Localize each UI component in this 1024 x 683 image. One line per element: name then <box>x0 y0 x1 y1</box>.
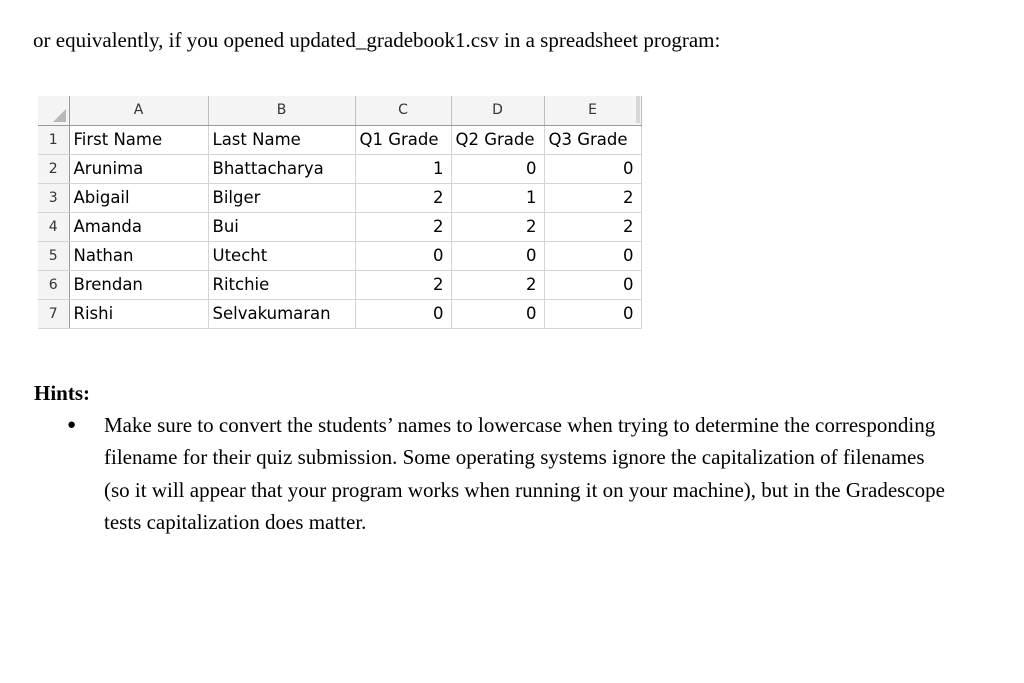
table-row <box>38 154 641 183</box>
cell[interactable]: 0 <box>451 299 544 328</box>
cell[interactable]: 1 <box>355 154 451 183</box>
cell[interactable]: Bui <box>208 212 355 241</box>
row-header[interactable]: 6 <box>38 270 69 299</box>
cell[interactable]: Arunima <box>69 154 208 183</box>
cell[interactable]: 0 <box>544 299 641 328</box>
cell[interactable]: 1 <box>451 183 544 212</box>
cell[interactable]: 2 <box>451 212 544 241</box>
cell[interactable]: 2 <box>355 183 451 212</box>
row-header[interactable]: 3 <box>38 183 69 212</box>
cell[interactable]: 2 <box>544 183 641 212</box>
table-row <box>38 241 641 270</box>
cell[interactable]: Utecht <box>208 241 355 270</box>
cell[interactable]: Brendan <box>69 270 208 299</box>
cell[interactable]: Bilger <box>208 183 355 212</box>
cell[interactable]: 0 <box>544 154 641 183</box>
cell[interactable]: Last Name <box>208 125 355 154</box>
spreadsheet-grid <box>38 96 642 329</box>
cell[interactable]: Selvakumaran <box>208 299 355 328</box>
cell[interactable]: First Name <box>69 125 208 154</box>
cell[interactable]: Rishi <box>69 299 208 328</box>
cell[interactable]: 2 <box>355 270 451 299</box>
cell[interactable]: Bhattacharya <box>208 154 355 183</box>
row-header[interactable]: 1 <box>38 125 69 154</box>
cell[interactable]: 0 <box>544 241 641 270</box>
select-all-icon <box>53 109 66 122</box>
cell[interactable]: 0 <box>355 241 451 270</box>
hint-text: Make sure to convert the students’ names to lowercase when trying to determine the corresponding filename for their quiz submission. Some operating systems ignore the capitalization of filenames (so it will appear that your program works when running it on your machine), but in the Gradescope tests capitalization does matter. <box>104 413 945 534</box>
column-header[interactable]: C <box>355 96 451 125</box>
column-header[interactable]: E <box>544 96 641 125</box>
intro-text: or equivalently, if you opened updated_gradebook1.csv in a spreadsheet program: <box>33 28 721 52</box>
column-header-row <box>38 96 641 125</box>
cell[interactable]: Q1 Grade <box>355 125 451 154</box>
cell[interactable]: 2 <box>355 212 451 241</box>
selection-edge <box>636 96 640 123</box>
hints-heading: Hints: <box>34 381 91 405</box>
bullet-icon: ● <box>67 417 77 433</box>
column-header[interactable]: A <box>69 96 208 125</box>
table-row <box>38 212 641 241</box>
cell[interactable]: 2 <box>544 212 641 241</box>
table-row <box>38 125 641 154</box>
column-header[interactable]: D <box>451 96 544 125</box>
cell[interactable]: 2 <box>451 270 544 299</box>
cell[interactable]: 0 <box>544 270 641 299</box>
select-all-corner[interactable] <box>38 96 69 125</box>
cell[interactable]: 0 <box>355 299 451 328</box>
table-row <box>38 299 641 328</box>
cell[interactable]: Amanda <box>69 212 208 241</box>
cell[interactable]: Q3 Grade <box>544 125 641 154</box>
cell[interactable]: 0 <box>451 241 544 270</box>
row-header[interactable]: 5 <box>38 241 69 270</box>
cell[interactable]: Nathan <box>69 241 208 270</box>
spreadsheet <box>38 96 642 334</box>
hints-list <box>63 409 949 538</box>
cell[interactable]: Ritchie <box>208 270 355 299</box>
list-item <box>63 409 949 538</box>
cell[interactable]: Q2 Grade <box>451 125 544 154</box>
cell[interactable]: Abigail <box>69 183 208 212</box>
column-header[interactable]: B <box>208 96 355 125</box>
table-row <box>38 183 641 212</box>
cell[interactable]: 0 <box>451 154 544 183</box>
row-header[interactable]: 2 <box>38 154 69 183</box>
row-header[interactable]: 7 <box>38 299 69 328</box>
row-header[interactable]: 4 <box>38 212 69 241</box>
table-row <box>38 270 641 299</box>
